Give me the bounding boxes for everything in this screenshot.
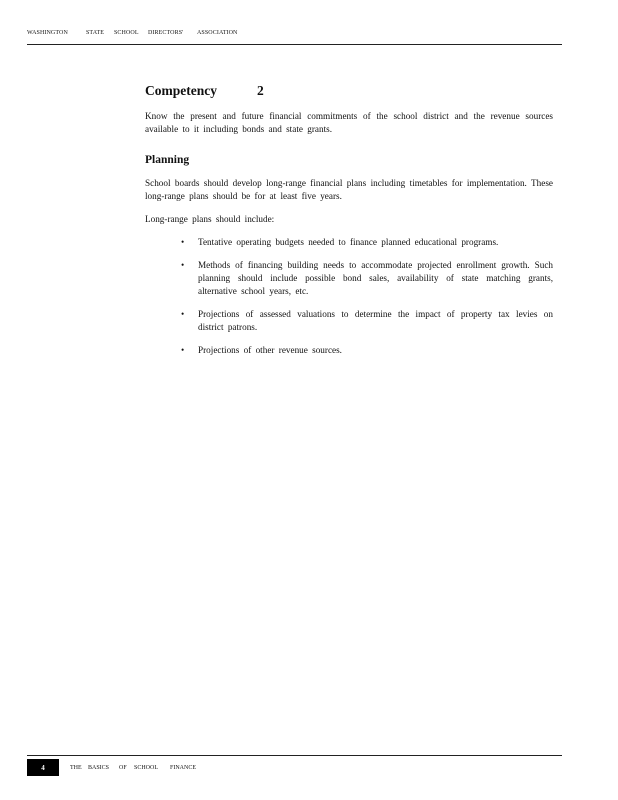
header-word: DIRECTORS' xyxy=(148,30,184,36)
page-number-box xyxy=(27,759,59,776)
bullet-icon: • xyxy=(181,309,185,319)
section-heading: Planning xyxy=(145,154,190,166)
planning-paragraph: School boards should develop long-range financial plans including timetables for implementation. These long-range plans should be for at least five years. xyxy=(145,178,553,201)
list-item-text: Methods of financing building needs to accommodate projected enrollment growth. Such planning should include possible bond sales, availability of state matching grants, alternative school years, etc. xyxy=(198,260,553,296)
competency-description: Know the present and future financial commitments of the school district and the revenue sources available to it including bonds and state grants. xyxy=(145,111,553,134)
bullet-icon: • xyxy=(181,345,185,355)
footer-word: THE xyxy=(70,765,82,771)
footer-word: SCHOOL xyxy=(134,765,159,771)
footer-word: FINANCE xyxy=(170,765,197,771)
list-intro: Long-range plans should include: xyxy=(145,214,275,224)
list-item-text: Projections of assessed valuations to determine the impact of property tax levies on district patrons. xyxy=(198,309,553,332)
list-item-text: Tentative operating budgets needed to finance planned educational programs. xyxy=(198,237,499,247)
bullet-icon: • xyxy=(181,260,185,270)
header-word: SCHOOL xyxy=(114,30,139,36)
list-item xyxy=(181,259,553,298)
competency-title xyxy=(145,84,553,98)
competency-label: Competency xyxy=(145,83,217,98)
bullet-list xyxy=(145,236,553,357)
footer-divider xyxy=(27,755,562,756)
header-word: WASHINGTON xyxy=(27,30,68,36)
footer-word: BASICS xyxy=(88,765,110,771)
list-item-text: Projections of other revenue sources. xyxy=(198,345,342,355)
header-word: STATE xyxy=(86,30,105,36)
list-item xyxy=(181,236,553,249)
header-word: ASSOCIATION xyxy=(197,30,238,36)
page-content xyxy=(145,84,553,367)
page-number: 4 xyxy=(41,763,45,772)
footer-word: OF xyxy=(119,765,127,771)
header-divider xyxy=(27,44,562,45)
bullet-icon: • xyxy=(181,237,185,247)
list-item xyxy=(181,344,553,357)
competency-number: 2 xyxy=(256,83,264,98)
list-item xyxy=(181,308,553,334)
